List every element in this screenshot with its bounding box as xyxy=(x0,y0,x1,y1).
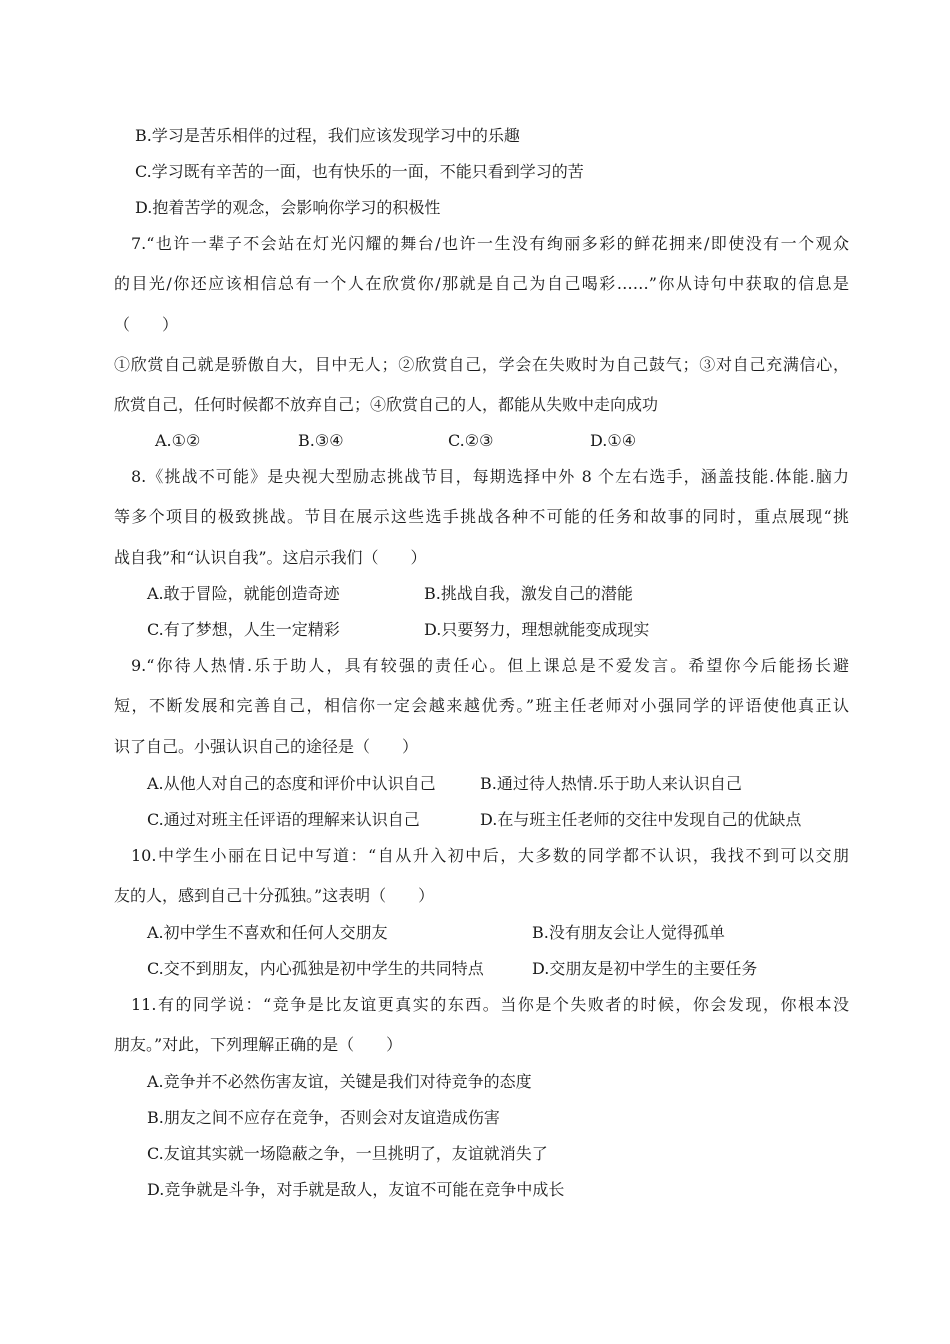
q7-option-d: D.①④ xyxy=(590,431,637,450)
q7-stem-line3: （ ） xyxy=(114,315,179,334)
q11-option-d: D.竞争就是斗争，对手就是敌人，友谊不可能在竞争中成长 xyxy=(147,1180,565,1199)
q11-option-b: B.朋友之间不应存在竞争，否则会对友谊造成伤害 xyxy=(147,1108,500,1127)
q7-option-c: C.②③ xyxy=(448,431,494,450)
q6-option-d: D.抱着苦学的观念，会影响你学习的积极性 xyxy=(135,198,441,217)
q10-option-c: C.交不到朋友，内心孤独是初中学生的共同特点 xyxy=(147,959,484,978)
q8-stem-line1: 8.《挑战不可能》是央视大型励志挑战节目，每期选择中外 8 个左右选手，涵盖技能.体能.脑力 xyxy=(131,467,849,486)
q9-stem-line1: 9.“你待人热情.乐于助人，具有较强的责任心。但上课总是不爱发言。希望你今后能扬长避 xyxy=(131,656,849,675)
q9-option-c: C.通过对班主任评语的理解来认识自己 xyxy=(147,810,420,829)
q7-statements-line2: 欣赏自己，任何时候都不放弃自己；④欣赏自己的人，都能从失败中走向成功 xyxy=(114,395,659,414)
q8-option-a: A.敢于冒险，就能创造奇迹 xyxy=(147,584,340,603)
q10-stem-line1: 10.中学生小丽在日记中写道：“自从升入初中后，大多数的同学都不认识，我找不到可以交朋 xyxy=(131,846,849,865)
q11-option-c: C.友谊其实就一场隐蔽之争，一旦挑明了，友谊就消失了 xyxy=(147,1144,548,1163)
q8-stem-line2: 等多个项目的极致挑战。节目在展示这些选手挑战各种不可能的任务和故事的同时，重点展现“挑 xyxy=(114,507,849,526)
q7-option-b: B.③④ xyxy=(298,431,344,450)
q10-option-d: D.交朋友是初中学生的主要任务 xyxy=(532,959,758,978)
q8-option-d: D.只要努力，理想就能变成现实 xyxy=(424,620,650,639)
q8-stem-line3: 战自我”和“认识自我”。这启示我们（ ） xyxy=(114,548,427,567)
q10-stem-line2: 友的人，感到自己十分孤独。”这表明（ ） xyxy=(114,886,435,905)
q6-option-b: B.学习是苦乐相伴的过程，我们应该发现学习中的乐趣 xyxy=(135,126,520,145)
q9-stem-line2: 短，不断发展和完善自己，相信你一定会越来越优秀。”班主任老师对小强同学的评语使他真正认 xyxy=(114,696,849,715)
q7-stem-line2: 的目光/你还应该相信总有一个人在欣赏你/那就是自己为自己喝彩……”你从诗句中获取的信息是 xyxy=(114,274,849,293)
q11-stem-line2: 朋友。”对此，下列理解正确的是（ ） xyxy=(114,1035,403,1054)
q9-option-a: A.从他人对自己的态度和评价中认识自己 xyxy=(147,774,436,793)
q10-option-a: A.初中学生不喜欢和任何人交朋友 xyxy=(147,923,388,942)
q8-option-c: C.有了梦想，人生一定精彩 xyxy=(147,620,340,639)
q7-statements-line1: ①欣赏自己就是骄傲自大，目中无人；②欣赏自己，学会在失败时为自己鼓气；③对自己充满信心， xyxy=(114,355,849,374)
q9-option-b: B.通过待人热情.乐于助人来认识自己 xyxy=(480,774,742,793)
q10-option-b: B.没有朋友会让人觉得孤单 xyxy=(532,923,725,942)
q11-option-a: A.竞争并不必然伤害友谊，关键是我们对待竞争的态度 xyxy=(147,1072,532,1091)
q11-stem-line1: 11.有的同学说：“竞争是比友谊更真实的东西。当你是个失败者的时候，你会发现，你根本没 xyxy=(131,995,849,1014)
q8-option-b: B.挑战自我，激发自己的潜能 xyxy=(424,584,633,603)
q7-stem-line1: 7.“也许一辈子不会站在灯光闪耀的舞台/也许一生没有绚丽多彩的鲜花拥来/即使没有一个观众 xyxy=(131,234,849,253)
q7-option-a: A.①② xyxy=(155,431,201,450)
q9-stem-line3: 识了自己。小强认识自己的途径是（ ） xyxy=(114,737,419,756)
q9-option-d: D.在与班主任老师的交往中发现自己的优缺点 xyxy=(480,810,802,829)
q6-option-c: C.学习既有辛苦的一面，也有快乐的一面，不能只看到学习的苦 xyxy=(135,162,584,181)
